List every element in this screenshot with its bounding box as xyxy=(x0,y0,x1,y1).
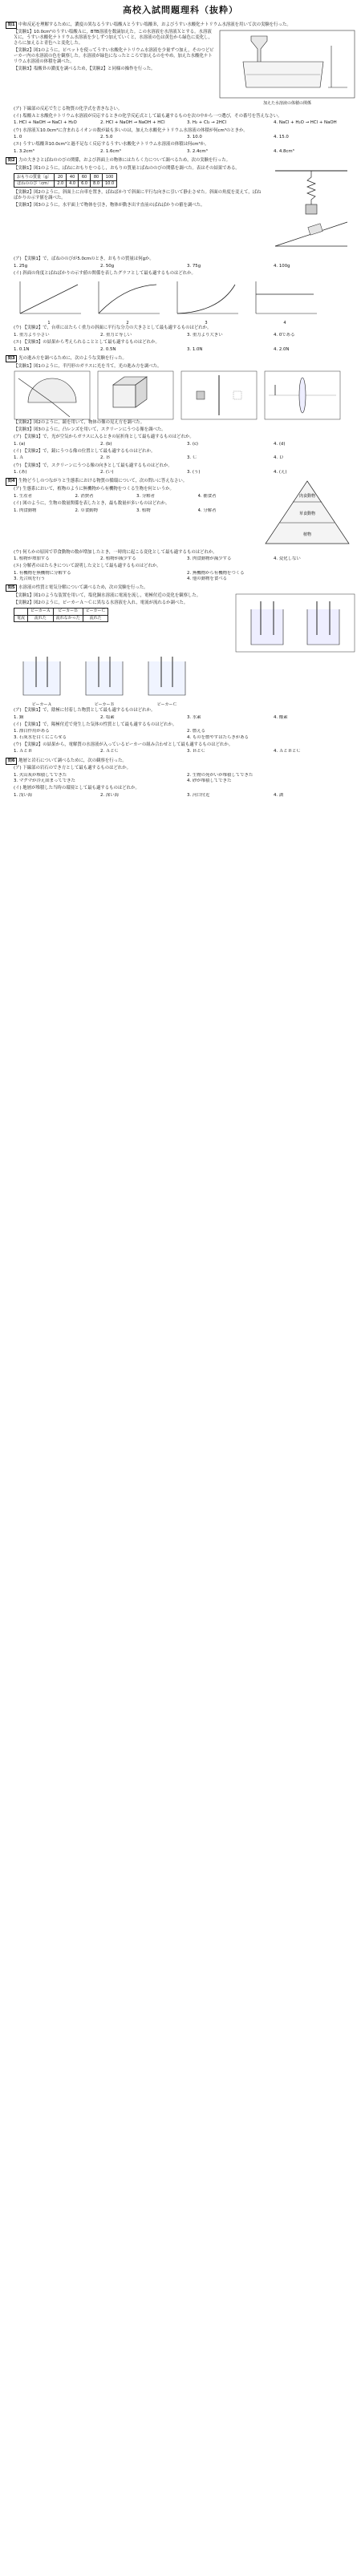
choice-item[interactable]: 2. 無機物から有機物をつくる xyxy=(187,571,245,576)
choice-list xyxy=(6,715,355,721)
choice-item[interactable]: 2. 50g xyxy=(100,263,115,269)
question-number: 問6 xyxy=(6,758,17,765)
choice-list xyxy=(6,571,355,582)
graph-label: 4 xyxy=(283,320,286,326)
choice-item[interactable]: 1. ＡとＢ xyxy=(14,749,33,754)
choice-item[interactable]: 1. 火山灰が堆積してできた xyxy=(14,773,67,778)
experiment-text: 【実験2】図2のように，鏡を用いて，物体の像の見え方を調べた。 xyxy=(14,420,145,426)
choice-item[interactable]: 1. 生産者 xyxy=(14,493,33,499)
choice-item[interactable]: 4. NaCl + H₂O → HCl + NaOH xyxy=(274,120,337,126)
choice-item[interactable]: 1. 漂白作用がある xyxy=(14,729,50,734)
beaker-label: ビーカーＣ xyxy=(156,702,177,708)
choice-item[interactable]: 3. 光合成を行う xyxy=(14,576,46,582)
results-table xyxy=(14,608,108,622)
titration-figure xyxy=(219,30,355,99)
experiment-text: 【実験2】図2のように，斜面上に台車を置き，ばねばかりで斜面に平行な向きに引いて静止させた。斜面の角度を変えて，ばねばかりの示す値を調べた。 xyxy=(14,190,262,201)
choice-item[interactable]: 4. 100g xyxy=(274,263,290,269)
table-cell: 流れなかった xyxy=(53,615,83,622)
experiment-text: 【実験1】10.0cm³のうすい塩酸Ａに，BTB溶液を数滴加えた。この水溶液を水溶液Ｘとする。水溶液Ｘに，うすい水酸化ナトリウム水溶液を少しずつ加えていくと，水溶液の色は黄色から緑色に変化し，さらに加えると青色へと変化した。 xyxy=(14,30,213,47)
box-figure xyxy=(97,370,174,420)
question-number: 問3 xyxy=(6,355,17,362)
choice-item[interactable]: 1. 25g xyxy=(14,263,28,269)
subquestion: (イ) 塩酸Ａと水酸化ナトリウム水溶液が反応するときの化学反応式として最も適するものを次の中から一つ選び，その番号を答えなさい。 xyxy=(14,113,282,119)
table-cell: ビーカーＡ xyxy=(28,608,54,615)
choice-item[interactable]: 3. ＢとＣ xyxy=(187,749,206,754)
table-cell: おもりの質量〔g〕 xyxy=(14,174,55,181)
choice-list xyxy=(6,442,355,447)
beaker-figure xyxy=(76,655,132,700)
subquestion: (ウ) 【実験2】で，台車にはたらく重力の斜面に平行な分力の大きさとして最も適するものはどれか。 xyxy=(14,326,212,331)
choice-item[interactable]: 1. (あ) xyxy=(14,470,27,475)
question-3 xyxy=(6,355,355,475)
page-title: 高校入試問題理科（抜粋） xyxy=(123,5,238,15)
pyramid-figure xyxy=(259,478,355,547)
choice-list xyxy=(6,347,355,353)
choice-item[interactable]: 1. 0 xyxy=(14,135,22,140)
beaker-figure xyxy=(14,655,70,700)
figure-row xyxy=(6,370,355,420)
table-cell: 20 xyxy=(55,174,67,181)
table-cell: 8.0 xyxy=(91,180,103,188)
question-number: 問2 xyxy=(6,157,17,164)
choice-item[interactable]: 2. (b) xyxy=(100,441,112,447)
choice-list xyxy=(6,120,355,126)
graph-label: 3 xyxy=(205,320,208,326)
question-5 xyxy=(6,584,355,754)
subquestion: (イ) 図のように，生物の数量関係を表したとき，最も数量が多いものはどれか。 xyxy=(14,500,170,506)
choice-list xyxy=(6,333,355,338)
table-cell xyxy=(14,608,28,615)
choice-item[interactable]: 3. 河口付近 xyxy=(187,792,210,798)
choice-list xyxy=(6,793,355,799)
choice-item[interactable]: 3. 1.0N xyxy=(187,346,203,352)
subquestion: (ア) 【実験1】で，ばねののびが5.0cmのとき，おもりの質量は何gか。 xyxy=(14,257,154,262)
table-cell: 100 xyxy=(103,174,117,181)
experiment-text: 【実験3】図3のように，水平面上で物体を引き，物体が動き出す直前のばねばかりの値を調べた。 xyxy=(14,203,205,208)
choice-item[interactable]: 4. 酸素 xyxy=(274,714,288,720)
choice-item[interactable]: 2. 1.6cm³ xyxy=(100,149,121,155)
experiment-text: 【実験2】図1のように，ピペットを使ってうすい水酸化ナトリウム水溶液を少量ずつ加え，そのつどビーカー内の水溶液の色を観察した。水溶液が緑色になったところで加えるのをやめ，加えた水酸化ナトリウム水溶液の体積を調べた。 xyxy=(14,48,214,65)
beaker-figure xyxy=(139,655,195,700)
subquestion: (エ) うすい塩酸Ｂ10.0cm³と過不足なく反応するうすい水酸化ナトリウム水溶液の体積は何cm³か。 xyxy=(14,142,209,148)
question-intro: 生物どうしのつながりと生態系における物質の循環について，次の問いに答えなさい。 xyxy=(18,479,188,484)
subquestion: (イ) 地層が堆積した当時の環境として最も適するものはどれか。 xyxy=(14,786,140,791)
experiment-text: 【実験3】図3のように，凸レンズを用いて，スクリーンにうつる像を調べた。 xyxy=(14,427,166,433)
choice-item[interactable]: 3. 植物 xyxy=(136,508,151,513)
choice-item[interactable]: 1. 重力より小さい xyxy=(14,333,50,338)
choice-list xyxy=(6,470,355,475)
choice-list xyxy=(6,135,355,140)
table-cell: 流れた xyxy=(28,615,54,622)
table-cell: 40 xyxy=(67,174,79,181)
choice-item[interactable]: 3. 10.0 xyxy=(187,135,202,140)
choice-item[interactable]: 2. 生物の死がいが堆積してできた xyxy=(187,773,254,778)
choice-item[interactable]: 3. 2.4cm³ xyxy=(187,149,208,155)
table-cell: 10.0 xyxy=(103,180,117,188)
choice-item[interactable]: 1. 3.2cm³ xyxy=(14,149,34,155)
glass-figure xyxy=(14,370,91,420)
question-intro: 光の進み方を調べるために，次のような実験を行った。 xyxy=(18,356,127,362)
question-6 xyxy=(6,758,355,799)
choice-item[interactable]: 3. マグマが冷え固まってできた xyxy=(14,778,75,784)
table-cell: 6.0 xyxy=(79,180,91,188)
figure-caption: 加えた水溶液の体積の関係 xyxy=(262,101,311,107)
experiment-text: 【実験1】図1のような装置を用いて，塩化銅水溶液に電流を流し，電極付近の変化を観察した。 xyxy=(14,593,201,599)
choice-list xyxy=(6,149,355,155)
results-table xyxy=(14,173,117,188)
choice-item[interactable]: 1. 浅い海 xyxy=(14,792,33,798)
experiment-text: 【実験2】図2のように，ビーカーＡ〜Ｃに異なる水溶液を入れ，電流が流れるか調べた。 xyxy=(14,600,189,605)
spring-figure xyxy=(267,166,355,254)
pyramid-label: 草食動物 xyxy=(298,512,316,517)
choice-item[interactable]: 4. 4.8cm³ xyxy=(274,149,294,155)
table-cell: ビーカーＢ xyxy=(53,608,83,615)
choice-item[interactable]: 3. 石灰水を白くにごらせる xyxy=(14,734,67,740)
question-number: 問5 xyxy=(6,584,17,592)
question-intro: 水溶液の性質と電気分解について調べるため，次の実験を行った。 xyxy=(18,585,148,591)
choice-item[interactable]: 1. 銅 xyxy=(14,714,24,720)
choice-item[interactable]: 3. (う) xyxy=(187,470,201,475)
choice-list xyxy=(6,729,355,740)
table-cell: 60 xyxy=(79,174,91,181)
choice-list xyxy=(6,508,254,514)
experiment-text: 【実験1】図1のように，半円形のガラスに光を当て，光の進み方を調べた。 xyxy=(14,363,162,369)
choice-item[interactable]: 2. 5.0 xyxy=(100,135,113,140)
subquestion: (エ) 【実験3】の結果から考えられることとして最も適するものはどれか。 xyxy=(14,340,160,346)
choice-list xyxy=(6,556,355,562)
choice-item[interactable]: 4. ＡとＢとＣ xyxy=(274,749,301,754)
table-cell: 4.0 xyxy=(67,180,79,188)
choice-item[interactable]: 1. 有機物を無機物に分解する xyxy=(14,571,71,576)
choice-item[interactable]: 4. 2.0N xyxy=(274,346,290,352)
subquestion: (イ) 【実験1】で，陽極付近で発生した気体の性質として最も適するものはどれか。 xyxy=(14,722,177,727)
choice-item[interactable]: 1. 植物が増加する xyxy=(14,556,50,562)
subquestion: (ア) 【実験1】で，光が空気からガラスに入るときの屈折角として最も適するものはどれか。 xyxy=(14,434,194,439)
table-cell: 電流 xyxy=(14,615,28,622)
question-intro: 力の大きさとばねののびの関係，および斜面上の物体にはたらく力について調べるため，次の実験を行った。 xyxy=(18,158,230,164)
question-2 xyxy=(6,157,355,353)
table-cell: 流れた xyxy=(83,615,108,622)
subquestion: (イ) 【実験2】で，鏡にうつる像の位置として最も適するものはどれか。 xyxy=(14,448,156,454)
choice-item[interactable]: 2. 重力と等しい xyxy=(100,333,132,338)
subquestion: (ウ) 何らかの原因で草食動物の数が増加したとき，一時的に起こる変化として最も適するものはどれか。 xyxy=(14,549,217,555)
choice-item[interactable]: 1. 0.1N xyxy=(14,346,30,352)
table-cell: ビーカーＣ xyxy=(83,608,108,615)
choice-item[interactable]: 2. 燃える xyxy=(187,729,206,734)
choice-item[interactable]: 3. 重力より大きい xyxy=(187,333,223,338)
choice-item[interactable]: 2. 草食動物 xyxy=(75,508,98,513)
choice-item[interactable]: 2. 深い海 xyxy=(100,792,120,798)
question-intro: 地層と岩石について調べるために，次の観察を行った。 xyxy=(18,758,127,763)
graph-label: 2 xyxy=(126,320,129,326)
beaker-label: ビーカーＢ xyxy=(94,702,115,708)
choice-item[interactable]: 4. ものを燃やすはたらきがある xyxy=(187,734,249,740)
choice-list xyxy=(6,264,355,269)
choice-item[interactable]: 2. HCl + NaOH → NaOH + HCl xyxy=(100,120,165,126)
choice-item[interactable]: 4. (d) xyxy=(274,441,286,447)
subquestion: (ウ) 【実験2】の結果から，電解質の水溶液が入っているビーカーの組み合わせとして最も適するものはどれか。 xyxy=(14,742,233,747)
choice-item[interactable]: 2. (い) xyxy=(100,470,114,475)
question-4 xyxy=(6,478,355,582)
subquestion: (イ) 斜面の角度とばねばかりの示す値の関係を表したグラフとして最も適するものはどれか。 xyxy=(14,270,196,276)
beaker-label: ビーカーＡ xyxy=(31,702,52,708)
choice-item[interactable]: 1. Ａ xyxy=(14,455,24,461)
choice-list xyxy=(6,455,355,461)
graph-label: 1 xyxy=(47,320,51,326)
question-number: 問4 xyxy=(6,478,17,485)
choice-item[interactable]: 4. 湖 xyxy=(274,792,284,798)
pyramid-label: 肉食動物 xyxy=(298,494,316,499)
subquestion: (ア) 下線部の反応で生じる物質の化学式を書きなさい。 xyxy=(14,106,123,111)
choice-item[interactable]: 3. 分解者 xyxy=(136,493,156,499)
choice-item[interactable]: 3. 水素 xyxy=(187,714,201,720)
choice-list xyxy=(6,749,355,754)
choice-item[interactable]: 3. 肉食動物が減少する xyxy=(187,556,232,562)
choice-item[interactable]: 4. 変化しない xyxy=(274,556,301,562)
graph-option[interactable] xyxy=(171,278,241,318)
experiment-text: 【実験3】塩酸Ｂの濃度を調べるため，【実験2】と同様の操作を行った。 xyxy=(14,67,156,72)
choice-item[interactable]: 3. (c) xyxy=(187,441,199,447)
choice-item[interactable]: 1. 肉食動物 xyxy=(14,508,37,513)
graph-option[interactable] xyxy=(249,278,320,318)
beaker-row xyxy=(6,655,355,708)
table-cell: ばねののび〔cm〕 xyxy=(14,180,55,188)
choice-item[interactable]: 1. (a) xyxy=(14,441,26,447)
table-cell: 80 xyxy=(91,174,103,181)
choice-item[interactable]: 3. Ｃ xyxy=(187,455,197,461)
choice-item[interactable]: 2. ＡとＣ xyxy=(100,749,120,754)
choice-item[interactable]: 2. Ｂ xyxy=(100,455,111,461)
choice-item[interactable]: 2. 0.5N xyxy=(100,346,116,352)
pyramid-label: 植物 xyxy=(302,532,312,538)
question-intro: 中和反応を理解するために，濃度の異なるうすい塩酸Ａとうすい塩酸Ｂ，およびうすい水酸化ナトリウム水溶液を用いて次の実験を行った。 xyxy=(18,22,291,27)
question-1 xyxy=(6,22,355,156)
subquestion: (ア) 生態系において，植物のように無機物から有機物をつくる生物を何というか。 xyxy=(14,487,174,492)
choice-item[interactable]: 4. 他の動物を食べる xyxy=(187,576,227,582)
choice-item[interactable]: 1. HCl + NaOH → NaCl + H₂O xyxy=(14,120,77,126)
choice-item[interactable]: 4. 分解者 xyxy=(197,508,217,513)
choice-item[interactable]: 4. 砂が堆積してできた xyxy=(187,778,232,784)
choice-item[interactable]: 3. 75g xyxy=(187,263,201,269)
subquestion: (ウ) 【実験3】で，スクリーンにうつる像の向きとして最も適するものはどれか。 xyxy=(14,463,172,468)
subquestion: (ア) 下線部の岩石のでき方として最も適するものはどれか。 xyxy=(14,766,132,771)
mirror-figure xyxy=(180,370,258,420)
graph-option[interactable] xyxy=(92,278,163,318)
choice-item[interactable]: 4. 15.0 xyxy=(274,135,289,140)
subquestion: (エ) 分解者のはたらきについて説明した文として最も適するものはどれか。 xyxy=(14,564,161,569)
question-number: 問1 xyxy=(6,22,17,29)
choice-item[interactable]: 3. H₂ + Cl₂ → 2HCl xyxy=(187,120,227,126)
choice-item[interactable]: 4. 0である xyxy=(274,333,295,338)
choice-item[interactable]: 4. (え) xyxy=(274,470,287,475)
choice-item[interactable]: 2. 植物が減少する xyxy=(100,556,136,562)
subquestion: (ア) 【実験1】で，陰極に付着した物質として最も適するものはどれか。 xyxy=(14,707,156,713)
choice-item[interactable]: 4. Ｄ xyxy=(274,455,284,461)
lens-figure xyxy=(264,370,341,420)
choice-item[interactable]: 2. 塩素 xyxy=(100,714,115,720)
graph-option[interactable] xyxy=(14,278,84,318)
table-cell: 2.0 xyxy=(55,180,67,188)
choice-item[interactable]: 4. 捕食者 xyxy=(197,493,217,499)
choice-item[interactable]: 2. 消費者 xyxy=(75,493,94,499)
electrolysis-figure xyxy=(235,593,355,653)
choice-list xyxy=(6,773,355,784)
choice-list xyxy=(6,494,254,499)
exam-page xyxy=(6,0,355,799)
subquestion: (ウ) 水溶液Ｘ10.0cm³に含まれるイオンの数が最も多いのは，加えた水酸化ナトリウム水溶液の体積が何cm³のときか。 xyxy=(14,127,248,133)
experiment-text: 【実験1】図1のように，ばねにおもりをつるし，おもりの質量とばねののびの関係を調べた。表はその結果である。 xyxy=(14,165,240,171)
graph-options xyxy=(6,278,355,326)
